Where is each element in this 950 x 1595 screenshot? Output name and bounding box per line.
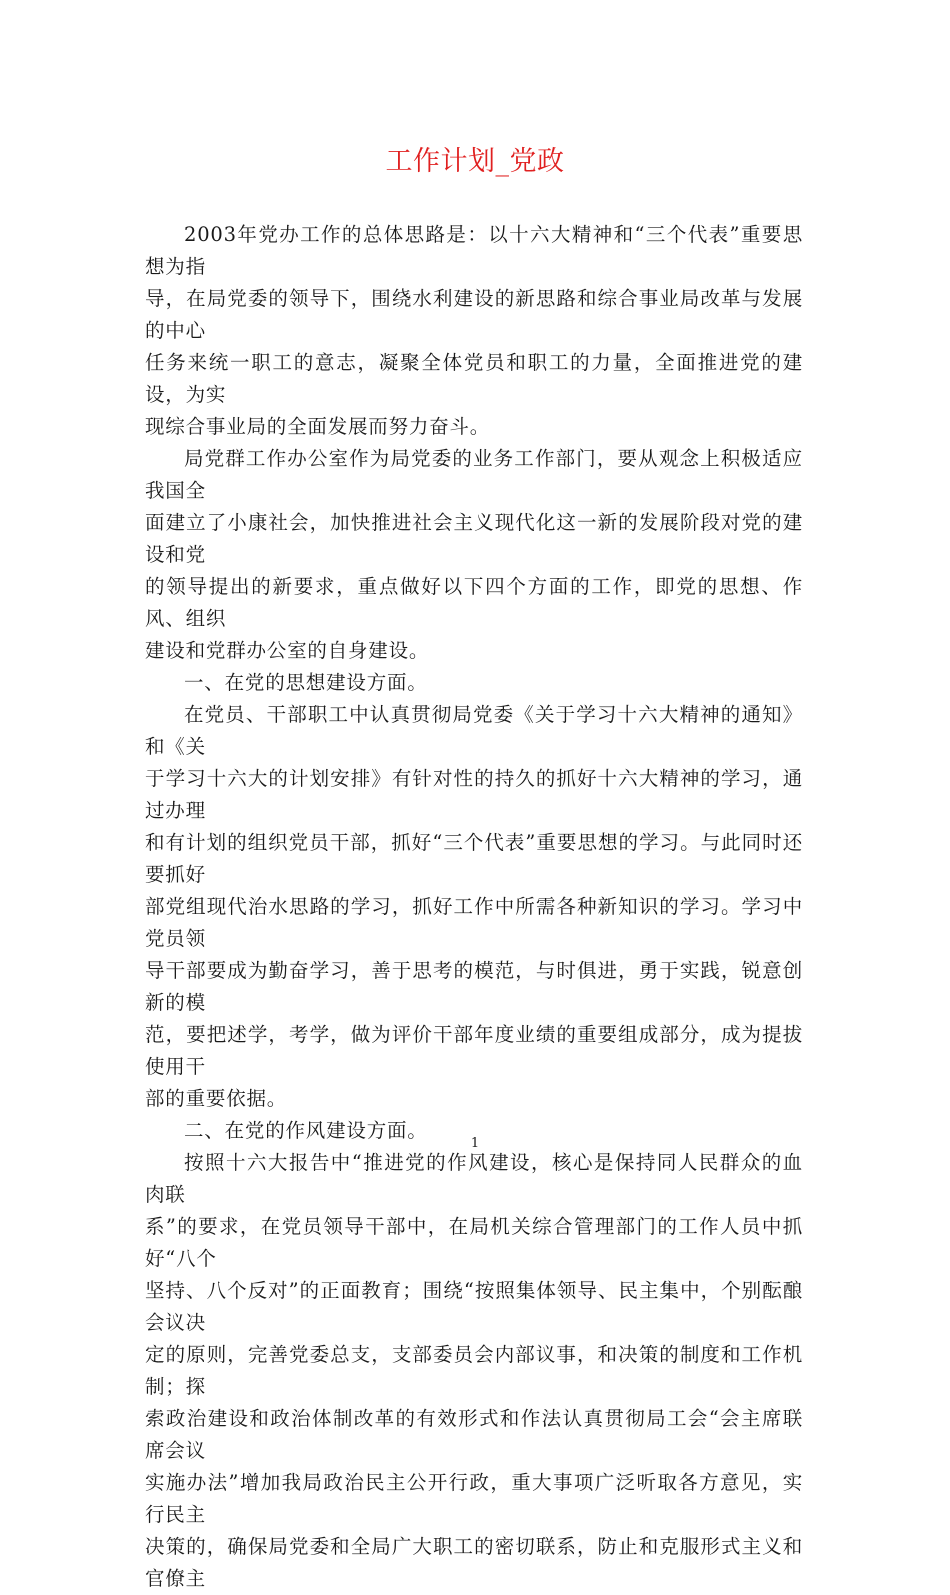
document-title: 工作计划_党政 (385, 146, 565, 177)
text-line: 一、在党的思想建设方面。 (184, 671, 428, 694)
section-heading (145, 667, 803, 699)
text-line: 决策的，确保局党委和全局广大职工的密切联系，防止和克服形式主义和官僚主 (145, 1535, 803, 1590)
text-line: 2003年党办工作的总体思路是：以十六大精神和“三个代表”重要思想为指 (145, 223, 803, 278)
text-line: 在党员、干部职工中认真贯彻局党委《关于学习十六大精神的通知》和《关 (145, 703, 803, 758)
text-line: 局党群工作办公室作为局党委的业务工作部门，要从观念上积极适应我国全 (145, 447, 803, 502)
paragraph (145, 1147, 803, 1595)
paragraph (145, 699, 803, 1115)
text-line: 导干部要成为勤奋学习，善于思考的模范，与时俱进，勇于实践，锐意创新的模 (145, 959, 803, 1014)
page-number: 1 (470, 1136, 480, 1151)
text-line: 二、在党的作风建设方面。 (184, 1119, 428, 1142)
text-line: 实施办法”增加我局政治民主公开行政，重大事项广泛听取各方意见，实行民主 (145, 1471, 803, 1526)
text-line: 和有计划的组织党员干部，抓好“三个代表”重要思想的学习。与此同时还要抓好 (145, 831, 803, 886)
paragraph (145, 443, 803, 667)
text-line: 部的重要依据。 (145, 1087, 288, 1110)
text-line: 面建立了小康社会，加快推进社会主义现代化这一新的发展阶段对党的建设和党 (145, 511, 803, 566)
text-line: 系”的要求，在党员领导干部中，在局机关综合管理部门的工作人员中抓好“八个 (145, 1215, 803, 1270)
text-line: 按照十六大报告中“推进党的作风建设，核心是保持同人民群众的血肉联 (145, 1151, 803, 1206)
document-body (145, 219, 803, 1595)
text-line: 部党组现代治水思路的学习，抓好工作中所需各种新知识的学习。学习中党员领 (145, 895, 803, 950)
text-line: 范，要把述学，考学，做为评价干部年度业绩的重要组成部分，成为提拔使用干 (145, 1023, 803, 1078)
text-line: 定的原则，完善党委总支，支部委员会内部议事，和决策的制度和工作机制；探 (145, 1343, 803, 1398)
text-line: 于学习十六大的计划安排》有针对性的持久的抓好十六大精神的学习，通过办理 (145, 767, 803, 822)
text-line: 现综合事业局的全面发展而努力奋斗。 (145, 415, 491, 438)
text-line: 任务来统一职工的意志，凝聚全体党员和职工的力量，全面推进党的建设，为实 (145, 351, 803, 406)
text-line: 的领导提出的新要求，重点做好以下四个方面的工作，即党的思想、作风、组织 (145, 575, 803, 630)
text-line: 坚持、八个反对”的正面教育；围绕“按照集体领导、民主集中，个别酝酿会议决 (145, 1279, 803, 1334)
text-line: 导，在局党委的领导下，围绕水利建设的新思路和综合事业局改革与发展的中心 (145, 287, 803, 342)
paragraph (145, 219, 803, 443)
text-line: 索政治建设和政治体制改革的有效形式和作法认真贯彻局工会“会主席联席会议 (145, 1407, 803, 1462)
text-line: 建设和党群办公室的自身建设。 (145, 639, 430, 662)
